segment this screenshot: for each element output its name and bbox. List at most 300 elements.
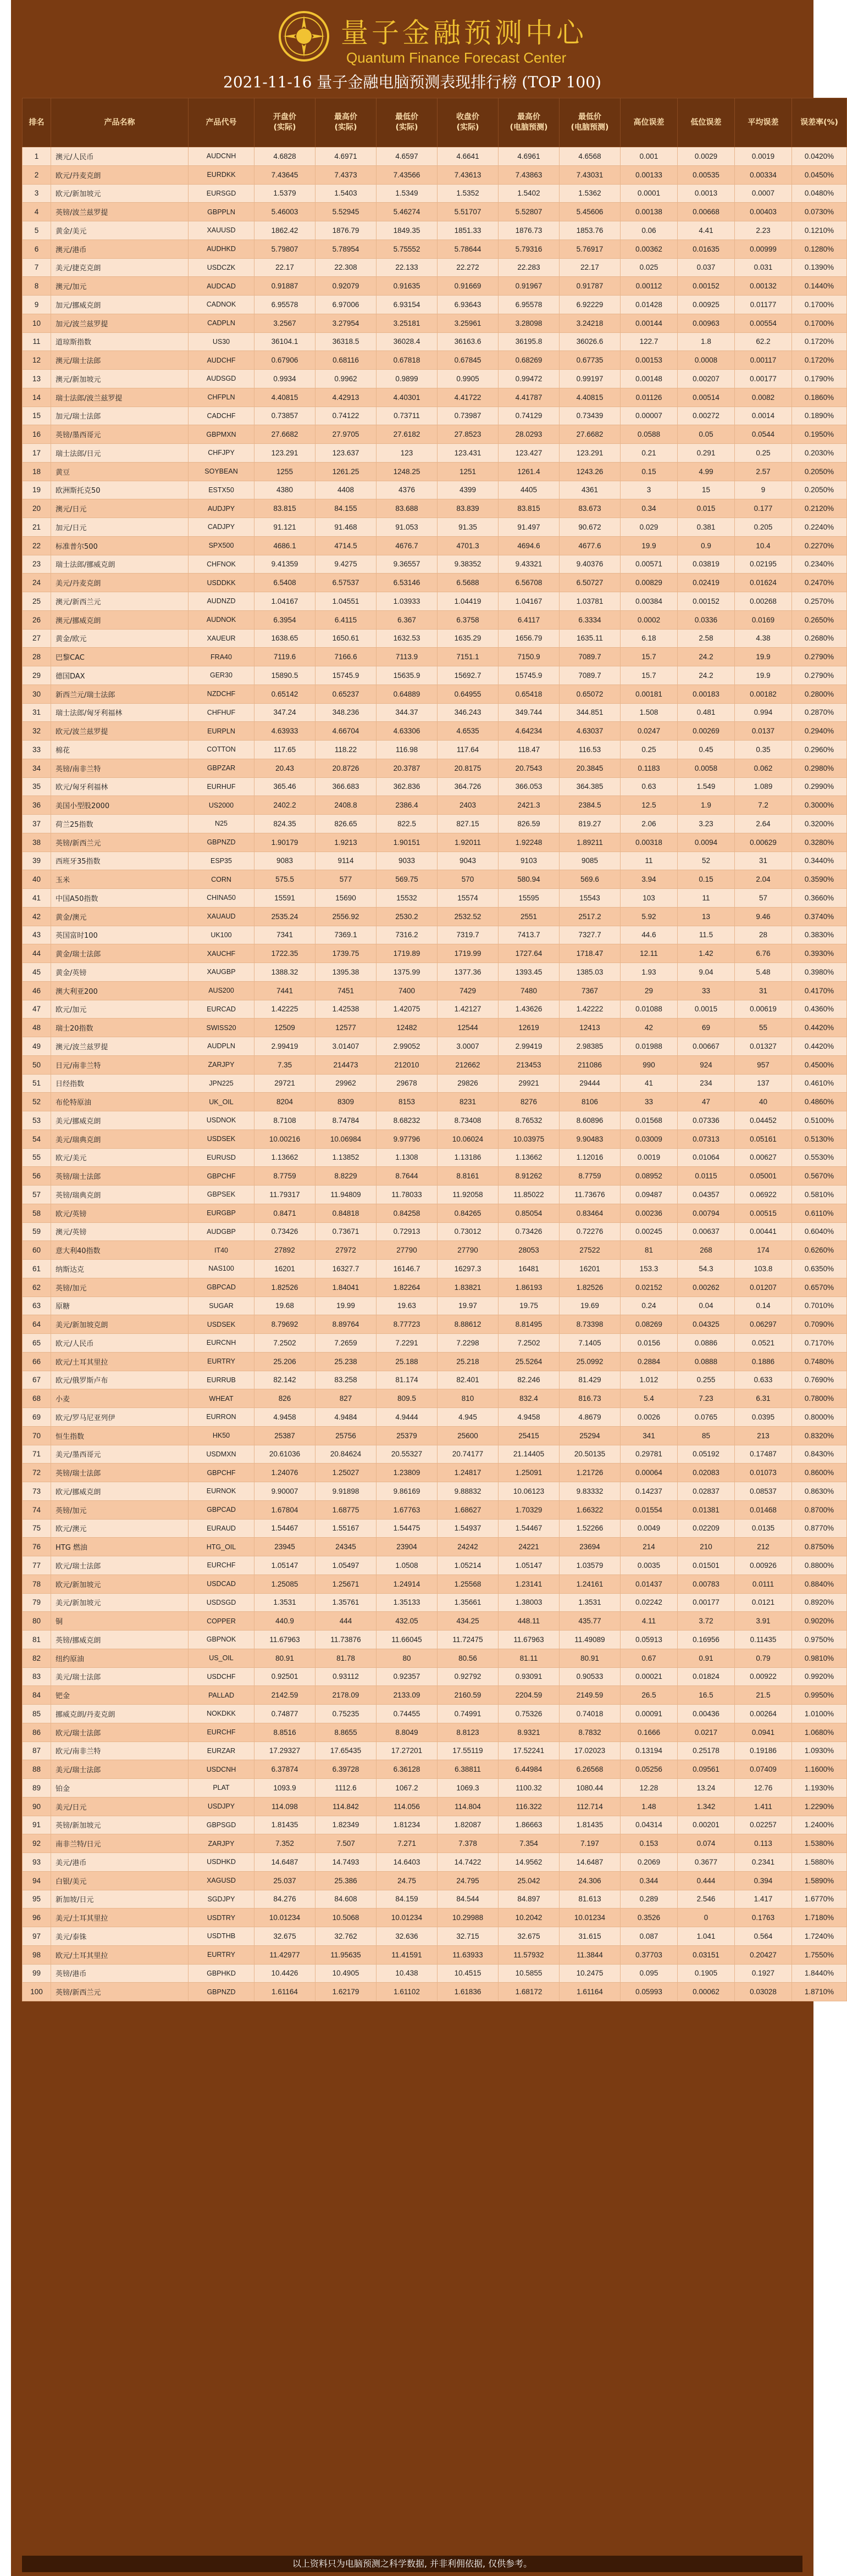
value-cell: 444 (315, 1612, 377, 1631)
rank-cell: 35 (23, 777, 51, 796)
product-code-cell: CHFNOK (189, 555, 254, 574)
value-cell: 1261.4 (499, 462, 560, 481)
value-cell: 26.5 (621, 1686, 678, 1705)
value-cell: 7.1405 (560, 1334, 621, 1353)
product-code-cell: AUDJPY (189, 499, 254, 518)
value-cell: 1.04419 (438, 592, 499, 611)
table-row (23, 1019, 847, 1037)
value-cell: 0.65142 (254, 685, 315, 703)
value-cell: 1.7180% (792, 1909, 847, 1927)
value-cell: 24.75 (377, 1871, 438, 1890)
value-cell: 0.00153 (621, 351, 678, 370)
value-cell: 1851.33 (438, 221, 499, 240)
table-row (23, 425, 847, 444)
product-code-cell: COTTON (189, 741, 254, 759)
value-cell: 7.43566 (377, 165, 438, 184)
value-cell: 2.64 (735, 815, 792, 833)
value-cell: 0.15 (621, 462, 678, 481)
value-cell: 0.00133 (621, 165, 678, 184)
value-cell: 8.8229 (315, 1167, 377, 1186)
product-code-cell: SGDJPY (189, 1890, 254, 1909)
table-row (23, 926, 847, 944)
value-cell: 36028.4 (377, 332, 438, 351)
value-cell: 11.85022 (499, 1186, 560, 1204)
rank-cell: 40 (23, 870, 51, 889)
value-cell: 0.2870% (792, 703, 847, 722)
rank-cell: 41 (23, 889, 51, 908)
value-cell: 81.11 (499, 1649, 560, 1667)
value-cell: 0.73012 (438, 1222, 499, 1241)
value-cell: 8.89764 (315, 1315, 377, 1334)
value-cell: 6.95578 (499, 296, 560, 314)
value-cell: 10.03975 (499, 1130, 560, 1148)
value-cell: 0.29781 (621, 1445, 678, 1464)
value-cell: 7429 (438, 981, 499, 1000)
value-cell: 5.92 (621, 907, 678, 926)
value-cell: 0.0137 (735, 722, 792, 741)
value-cell: 153.3 (621, 1260, 678, 1278)
value-cell: 1.1308 (377, 1148, 438, 1167)
value-cell: 11.67963 (254, 1631, 315, 1649)
product-code-cell: EURRON (189, 1408, 254, 1427)
product-name-cell: 新加坡/日元 (51, 1890, 189, 1909)
value-cell: 25.218 (438, 1352, 499, 1371)
value-cell: 7.2502 (254, 1334, 315, 1353)
value-cell: 8.9321 (499, 1723, 560, 1742)
rank-cell: 61 (23, 1260, 51, 1278)
table-row (23, 1574, 847, 1593)
value-cell: 0.8770% (792, 1519, 847, 1538)
value-cell: 0.05 (678, 425, 735, 444)
value-cell: 4.63037 (560, 722, 621, 741)
value-cell: 0.06297 (735, 1315, 792, 1334)
value-cell: 4.6971 (315, 147, 377, 166)
product-name-cell: 黄金/瑞士法郎 (51, 944, 189, 963)
value-cell: 5.79316 (499, 240, 560, 258)
value-cell: 0.05993 (621, 1983, 678, 2001)
value-cell: 0.0765 (678, 1408, 735, 1427)
rank-cell: 2 (23, 165, 51, 184)
value-cell: 990 (621, 1055, 678, 1074)
value-cell: 0.9962 (315, 370, 377, 388)
table-row (23, 1649, 847, 1667)
rank-cell: 95 (23, 1890, 51, 1909)
value-cell: 0.0013 (678, 184, 735, 203)
value-cell: 9103 (499, 852, 560, 870)
value-cell: 0.00091 (621, 1705, 678, 1723)
value-cell: 11.78033 (377, 1186, 438, 1204)
value-cell: 8.77723 (377, 1315, 438, 1334)
value-cell: 36026.6 (560, 332, 621, 351)
value-cell: 1.84041 (315, 1278, 377, 1297)
value-cell: 8.7832 (560, 1723, 621, 1742)
value-cell: 1.13662 (499, 1148, 560, 1167)
value-cell: 17.27201 (377, 1742, 438, 1760)
value-cell: 0.6350% (792, 1260, 847, 1278)
value-cell: 0.73987 (438, 407, 499, 425)
value-cell: 569.75 (377, 870, 438, 889)
product-code-cell: GBPNZD (189, 833, 254, 852)
table-row (23, 351, 847, 370)
value-cell: 11.73676 (560, 1186, 621, 1204)
value-cell: 91.497 (499, 518, 560, 537)
value-cell: 0.9750% (792, 1631, 847, 1649)
value-cell: 0.00535 (678, 165, 735, 184)
value-cell: 0.4170% (792, 981, 847, 1000)
value-cell: 0.1700% (792, 314, 847, 332)
value-cell: 0.03819 (678, 555, 735, 574)
product-name-cell: 美元/丹麦克朗 (51, 574, 189, 592)
value-cell: 0.04357 (678, 1186, 735, 1204)
value-cell: 3.27954 (315, 314, 377, 332)
value-cell: 0.74991 (438, 1705, 499, 1723)
value-cell: 0.74018 (560, 1705, 621, 1723)
value-cell: 0.8600% (792, 1464, 847, 1482)
product-name-cell: 欧元/罗马尼亚列伊 (51, 1408, 189, 1427)
value-cell: 1853.76 (560, 221, 621, 240)
value-cell: 819.27 (560, 815, 621, 833)
value-cell: 1.93 (621, 963, 678, 982)
value-cell: 25379 (377, 1426, 438, 1445)
product-name-cell: 英镑/加元 (51, 1500, 189, 1519)
value-cell: 11.79317 (254, 1186, 315, 1204)
product-code-cell: ZARJPY (189, 1834, 254, 1853)
value-cell: 0.00201 (678, 1816, 735, 1834)
value-cell: 0.3590% (792, 870, 847, 889)
table-row (23, 1871, 847, 1890)
value-cell: 6.50727 (560, 574, 621, 592)
product-name-cell: 黄金/英镑 (51, 963, 189, 982)
product-name-cell: 瑞士法郎/匈牙利福林 (51, 703, 189, 722)
value-cell: 0.00064 (621, 1464, 678, 1482)
value-cell: 1.86193 (499, 1278, 560, 1297)
value-cell: 7319.7 (438, 926, 499, 944)
value-cell: 1719.99 (438, 944, 499, 963)
value-cell: 0.00627 (735, 1148, 792, 1167)
value-cell: 0.06922 (735, 1186, 792, 1204)
value-cell: 1112.6 (315, 1779, 377, 1798)
value-cell: 9.46 (735, 907, 792, 926)
rank-cell: 13 (23, 370, 51, 388)
rank-cell: 55 (23, 1148, 51, 1167)
value-cell: 0.00007 (621, 407, 678, 425)
value-cell: 8309 (315, 1093, 377, 1111)
value-cell: 10.2475 (560, 1964, 621, 1983)
value-cell: 40 (735, 1093, 792, 1111)
product-code-cell: UK_OIL (189, 1093, 254, 1111)
value-cell: 1.35761 (315, 1593, 377, 1612)
table-row (23, 666, 847, 685)
value-cell: 14.6403 (377, 1853, 438, 1872)
value-cell: 9.40376 (560, 555, 621, 574)
value-cell: 8.8516 (254, 1723, 315, 1742)
table-row (23, 1519, 847, 1538)
value-cell: 0.19186 (735, 1742, 792, 1760)
value-cell: 341 (621, 1426, 678, 1445)
value-cell: 27.8523 (438, 425, 499, 444)
value-cell: 0.7800% (792, 1389, 847, 1408)
value-cell: 210 (678, 1538, 735, 1556)
value-cell: 90.672 (560, 518, 621, 537)
product-code-cell: EURZAR (189, 1742, 254, 1760)
table-row (23, 147, 847, 166)
value-cell: 12482 (377, 1019, 438, 1037)
value-cell: 0.025 (621, 258, 678, 277)
table-row (23, 1426, 847, 1445)
value-cell: 0.153 (621, 1834, 678, 1853)
value-cell: 11.41591 (377, 1945, 438, 1964)
value-cell: 0.205 (735, 518, 792, 537)
value-cell: 0.5670% (792, 1167, 847, 1186)
product-name-cell: 原糖 (51, 1297, 189, 1315)
value-cell: 0.99472 (499, 370, 560, 388)
table-row (23, 1408, 847, 1427)
value-cell: 7.2298 (438, 1334, 499, 1353)
value-cell: 0.0014 (735, 407, 792, 425)
value-cell: 349.744 (499, 703, 560, 722)
value-cell: 0.01437 (621, 1574, 678, 1593)
table-row (23, 777, 847, 796)
value-cell: 112.714 (560, 1797, 621, 1816)
product-code-cell: AUDCHF (189, 351, 254, 370)
value-cell: 1.23141 (499, 1574, 560, 1593)
value-cell: 0.1700% (792, 296, 847, 314)
value-cell: 0.0094 (678, 833, 735, 852)
value-cell: 0.1390% (792, 258, 847, 277)
value-cell: 8.7759 (560, 1167, 621, 1186)
value-cell: 84.276 (254, 1890, 315, 1909)
value-cell: 1.5352 (438, 184, 499, 203)
value-cell: 10.00216 (254, 1130, 315, 1148)
value-cell: 4.41 (678, 221, 735, 240)
rank-cell: 76 (23, 1538, 51, 1556)
value-cell: 1385.03 (560, 963, 621, 982)
value-cell: 0.00062 (678, 1983, 735, 2001)
value-cell: 1251 (438, 462, 499, 481)
rank-cell: 3 (23, 184, 51, 203)
value-cell: 569.6 (560, 870, 621, 889)
value-cell: 10.438 (377, 1964, 438, 1983)
value-cell: 0.3830% (792, 926, 847, 944)
rank-cell: 59 (23, 1222, 51, 1241)
value-cell: 0.00829 (621, 574, 678, 592)
value-cell: 2408.8 (315, 796, 377, 815)
value-cell: 0.3526 (621, 1909, 678, 1927)
value-cell: 0.25178 (678, 1742, 735, 1760)
value-cell: 0.84818 (315, 1204, 377, 1222)
value-cell: 1.8710% (792, 1983, 847, 2001)
value-cell: 1.66322 (560, 1500, 621, 1519)
product-name-cell: 澳元/瑞士法郎 (51, 351, 189, 370)
value-cell: 1.012 (621, 1371, 678, 1389)
value-cell: 434.25 (438, 1612, 499, 1631)
value-cell: 7480 (499, 981, 560, 1000)
value-cell: 11.42977 (254, 1945, 315, 1964)
value-cell: 0.00783 (678, 1574, 735, 1593)
product-code-cell: USDDKK (189, 574, 254, 592)
value-cell: 81 (621, 1241, 678, 1260)
value-cell: 8.68232 (377, 1111, 438, 1130)
value-cell: 118.22 (315, 741, 377, 759)
value-cell: 0.92079 (315, 277, 377, 296)
table-row (23, 1742, 847, 1760)
product-code-cell: US2000 (189, 796, 254, 815)
product-name-cell: 美元/墨西哥元 (51, 1445, 189, 1464)
table-row (23, 629, 847, 648)
value-cell: 20.3845 (560, 759, 621, 777)
value-cell: 1.549 (678, 777, 735, 796)
product-code-cell: GBPSGD (189, 1816, 254, 1834)
value-cell: 32.762 (315, 1927, 377, 1946)
value-cell: 0.05161 (735, 1130, 792, 1148)
value-cell: 0.3660% (792, 889, 847, 908)
value-cell: 116.322 (499, 1797, 560, 1816)
value-cell: 0.21 (621, 444, 678, 463)
table-row (23, 536, 847, 555)
value-cell: 2204.59 (499, 1686, 560, 1705)
product-name-cell: 澳元/加元 (51, 277, 189, 296)
value-cell: 0.113 (735, 1834, 792, 1853)
value-cell: 0.0035 (621, 1556, 678, 1575)
value-cell: 2.58 (678, 629, 735, 648)
value-cell: 212 (735, 1538, 792, 1556)
value-cell: 1635.29 (438, 629, 499, 648)
value-cell: 12619 (499, 1019, 560, 1037)
value-cell: 3.24218 (560, 314, 621, 332)
table-row (23, 1074, 847, 1093)
table-row (23, 1241, 847, 1260)
value-cell: 0.64955 (438, 685, 499, 703)
value-cell: 268 (678, 1241, 735, 1260)
product-code-cell: EURUSD (189, 1148, 254, 1167)
rank-cell: 45 (23, 963, 51, 982)
value-cell: 27.6682 (560, 425, 621, 444)
table-row (23, 1797, 847, 1816)
product-code-cell: PALLAD (189, 1686, 254, 1705)
value-cell: 1.83821 (438, 1278, 499, 1297)
rank-cell: 63 (23, 1297, 51, 1315)
product-name-cell: 小麦 (51, 1389, 189, 1408)
table-row (23, 1927, 847, 1946)
value-cell: 12544 (438, 1019, 499, 1037)
table-row (23, 944, 847, 963)
table-row (23, 1816, 847, 1834)
value-cell: 0.08952 (621, 1167, 678, 1186)
value-cell: 81.613 (560, 1890, 621, 1909)
value-cell: 0.09561 (678, 1760, 735, 1779)
value-cell: 365.46 (254, 777, 315, 796)
product-name-cell: 欧元/俄罗斯卢布 (51, 1371, 189, 1389)
value-cell: 0.00963 (678, 314, 735, 332)
value-cell: 8.73408 (438, 1111, 499, 1130)
value-cell: 0.02257 (735, 1816, 792, 1834)
value-cell: 0.00637 (678, 1222, 735, 1241)
rank-cell: 57 (23, 1186, 51, 1204)
value-cell: 0.00384 (621, 592, 678, 611)
report-header (11, 0, 813, 93)
rank-cell: 14 (23, 388, 51, 407)
rank-cell: 70 (23, 1426, 51, 1445)
product-code-cell: EURPLN (189, 722, 254, 741)
value-cell: 6.5408 (254, 574, 315, 592)
column-header: 平均误差 (735, 98, 792, 147)
value-cell: 0.074 (678, 1834, 735, 1853)
product-name-cell: 澳元/港币 (51, 240, 189, 258)
table-row (23, 592, 847, 611)
value-cell: 0.01988 (621, 1037, 678, 1056)
value-cell: 0.00152 (678, 277, 735, 296)
value-cell: 4.41722 (438, 388, 499, 407)
table-row (23, 1500, 847, 1519)
value-cell: 0.1927 (735, 1964, 792, 1983)
value-cell: 344.37 (377, 703, 438, 722)
value-cell: 0.0156 (621, 1334, 678, 1353)
rank-cell: 94 (23, 1871, 51, 1890)
value-cell: 0.5810% (792, 1186, 847, 1204)
value-cell: 0.05001 (735, 1167, 792, 1186)
value-cell: 2530.2 (377, 907, 438, 926)
value-cell: 0.92357 (377, 1667, 438, 1686)
value-cell: 435.77 (560, 1612, 621, 1631)
value-cell: 24.306 (560, 1871, 621, 1890)
value-cell: 0.01073 (735, 1464, 792, 1482)
value-cell: 81.78 (315, 1649, 377, 1667)
value-cell: 2.57 (735, 462, 792, 481)
product-name-cell: 美元/港币 (51, 1853, 189, 1872)
value-cell: 1.42 (678, 944, 735, 963)
value-cell: 7413.7 (499, 926, 560, 944)
table-row (23, 203, 847, 221)
value-cell: 83.688 (377, 499, 438, 518)
value-cell: 82.246 (499, 1371, 560, 1389)
value-cell: 6.93154 (377, 296, 438, 314)
value-cell: 0.1210% (792, 221, 847, 240)
value-cell: 20.3787 (377, 759, 438, 777)
value-cell: 84.159 (377, 1890, 438, 1909)
value-cell: 25387 (254, 1426, 315, 1445)
value-cell: 9.90483 (560, 1130, 621, 1148)
value-cell: 810 (438, 1389, 499, 1408)
rank-cell: 12 (23, 351, 51, 370)
value-cell: 6.95578 (254, 296, 315, 314)
value-cell: 8.76532 (499, 1111, 560, 1130)
value-cell: 16201 (560, 1260, 621, 1278)
value-cell: 7.352 (254, 1834, 315, 1853)
product-name-cell: 欧元/丹麦克朗 (51, 165, 189, 184)
product-name-cell: 玉米 (51, 870, 189, 889)
rank-cell: 29 (23, 666, 51, 685)
value-cell: 29 (621, 981, 678, 1000)
rank-cell: 67 (23, 1371, 51, 1389)
value-cell: 2142.59 (254, 1686, 315, 1705)
product-code-cell: USDTRY (189, 1909, 254, 1927)
product-code-cell: AUDCAD (189, 277, 254, 296)
value-cell: 1.62179 (315, 1983, 377, 2001)
value-cell: 8.8655 (315, 1723, 377, 1742)
value-cell: 0.00112 (621, 277, 678, 296)
product-code-cell: EURGBP (189, 1204, 254, 1222)
value-cell: 10.4426 (254, 1964, 315, 1983)
value-cell: 20.55327 (377, 1445, 438, 1464)
value-cell: 0.2030% (792, 444, 847, 463)
value-cell: 11.66045 (377, 1631, 438, 1649)
value-cell: 0.3280% (792, 833, 847, 852)
value-cell: 0.35 (735, 741, 792, 759)
value-cell: 7.197 (560, 1834, 621, 1853)
value-cell: 0.0115 (678, 1167, 735, 1186)
value-cell: 0.67 (621, 1649, 678, 1667)
table-row (23, 1853, 847, 1872)
